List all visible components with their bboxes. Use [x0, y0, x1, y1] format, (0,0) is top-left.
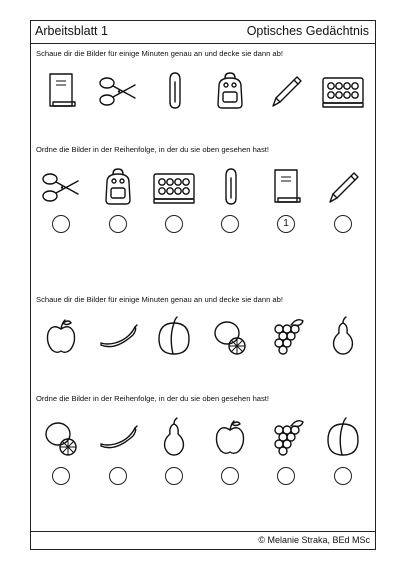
answer-circle[interactable]: [334, 215, 352, 233]
apple-icon: [38, 313, 84, 359]
answer-circle[interactable]: [221, 215, 239, 233]
plum-icon: [151, 313, 197, 359]
paintbox-icon: [151, 164, 197, 210]
paintbox-icon: [320, 68, 366, 114]
copyright-text: © Melanie Straka, BEd MSc: [258, 535, 370, 545]
notebook-icon: [38, 68, 84, 114]
instruction-look-1: Schaue dir die Bilder für einige Minuten genau an und decke sie dann ab!: [36, 49, 283, 58]
scissors-icon: [95, 68, 141, 114]
instruction-order-2: Ordne die Bilder in der Reihenfolge, in der du sie oben gesehen hast!: [36, 394, 270, 403]
worksheet-title: Arbeitsblatt 1: [35, 24, 108, 38]
backpack-icon: [95, 164, 141, 210]
apple-icon: [207, 414, 253, 460]
worksheet-header: [31, 21, 375, 44]
lemon-icon: [38, 414, 84, 460]
pear-icon: [151, 414, 197, 460]
banana-icon: [95, 313, 141, 359]
worksheet-frame: [30, 20, 376, 550]
paperclip-icon: [207, 164, 253, 210]
scissors-icon: [38, 164, 84, 210]
paperclip-icon: [151, 68, 197, 114]
grapes-icon: [263, 414, 309, 460]
worksheet-topic: Optisches Gedächtnis: [246, 24, 369, 38]
answer-circle[interactable]: [165, 215, 183, 233]
pencil-icon: [263, 68, 309, 114]
answer-circle[interactable]: [334, 467, 352, 485]
image-row-school-original: [31, 68, 377, 114]
answer-circle[interactable]: [277, 467, 295, 485]
pear-icon: [320, 313, 366, 359]
image-row-school-shuffled: [31, 164, 377, 210]
grapes-icon: [263, 313, 309, 359]
lemon-icon: [207, 313, 253, 359]
instruction-look-2: Schaue dir die Bilder für einige Minuten genau an und decke sie dann ab!: [36, 295, 283, 304]
answer-circle[interactable]: [109, 467, 127, 485]
instruction-order-1: Ordne die Bilder in der Reihenfolge, in der du sie oben gesehen hast!: [36, 145, 270, 154]
answer-circle[interactable]: 1: [277, 215, 295, 233]
plum-icon: [320, 414, 366, 460]
answer-circle[interactable]: [52, 215, 70, 233]
answer-circle[interactable]: [109, 215, 127, 233]
worksheet-footer: [31, 531, 375, 549]
backpack-icon: [207, 68, 253, 114]
banana-icon: [95, 414, 141, 460]
pencil-icon: [320, 164, 366, 210]
answer-circle[interactable]: [52, 467, 70, 485]
notebook-icon: [263, 164, 309, 210]
answer-circle[interactable]: [221, 467, 239, 485]
image-row-fruit-shuffled: [31, 414, 377, 460]
image-row-fruit-original: [31, 313, 377, 359]
answer-circle[interactable]: [165, 467, 183, 485]
